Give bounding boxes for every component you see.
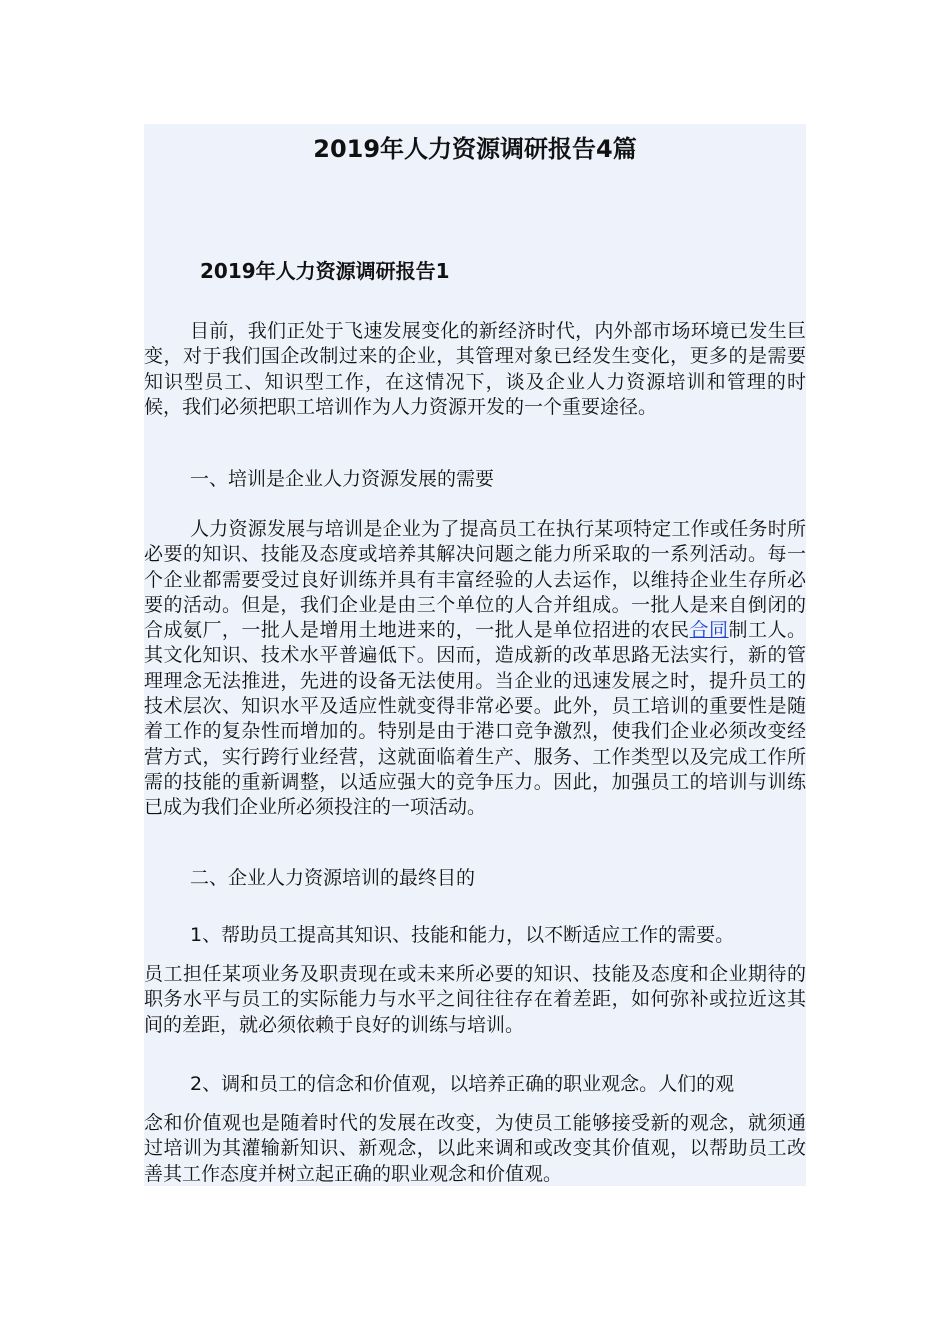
point-2-heading <box>144 1072 806 1097</box>
point-1-number: 1 <box>190 924 203 946</box>
report-subtitle: 2019年人力资源调研报告1 <box>200 259 450 283</box>
point-1-heading <box>144 923 806 948</box>
section-1-text-after-link: 制工人。其文化知识、技术水平普遍低下。因而，造成新的改革思路无法实行，新的管理理念无法推进，先进的设备无法使用。当企业的迅速发展之时，提升员工的技术层次、知识水平及适应性就变得非常必要。此外，员工培训的重要性是随着工作的复杂性而增加的。特别是由于港口竞争激烈，使我们企业必须改变经营方式，实行跨行业经营，这就面临着生产、服务、工作类型以及完成工作所需的技能的重新调整，以适应强大的竞争压力。因此，加强员工的培训与训练已成为我们企业所必须投注的一项活动。 <box>144 619 806 819</box>
section-2-heading: 二、企业人力资源培训的最终目的 <box>190 867 476 889</box>
intro-paragraph: 目前，我们正处于飞速发展变化的新经济时代，内外部市场环境已发生巨变，对于我们国企改制过来的企业，其管理对象已经发生变化，更多的是需要知识型员工、知识型工作，在这情况下，谈及企业人力资源培训和管理的时候，我们必须把职工培训作为人力资源开发的一个重要途径。 <box>144 320 806 418</box>
point-2-paragraph: 念和价值观也是随着时代的发展在改变，为使员工能够接受新的观念，就须通过培训为其灌输新知识、新观念，以此来调和或改变其价值观，以帮助员工改善其工作态度并树立起正确的职业观念和价值观。 <box>144 1112 806 1185</box>
section-1-paragraph <box>144 517 806 821</box>
point-1-heading-text: 、帮助员工提高其知识、技能和能力，以不断适应工作的需要。 <box>202 924 735 946</box>
section-1-heading: 一、培训是企业人力资源发展的需要 <box>190 468 495 490</box>
point-1-paragraph: 员工担任某项业务及职责现在或未来所必要的知识、技能及态度和企业期待的职务水平与员工的实际能力与水平之间往往存在着差距，如何弥补或拉近这其间的差距，就必须依赖于良好的训练与培训。 <box>144 963 806 1036</box>
point-2-number: 2 <box>190 1073 203 1095</box>
section-1-text-before-link: 人力资源发展与培训是企业为了提高员工在执行某项特定工作或任务时所必要的知识、技能及态度或培养其解决问题之能力所采取的一系列活动。每一个企业都需要受过良好训练并具有丰富经验的人去运作，以维持企业生存所必要的活动。但是，我们企业是由三个单位的人合并组成。一批人是来自倒闭的合成氨厂，一批人是增用土地进来的，一批人是单位招进的农民 <box>144 518 806 642</box>
document-title: 2019年人力资源调研报告4篇 <box>313 135 637 163</box>
point-2-heading-text: 、调和员工的信念和价值观，以培养正确的职业观念。人们的观 <box>202 1073 735 1095</box>
contract-link[interactable]: 合同 <box>689 619 729 642</box>
